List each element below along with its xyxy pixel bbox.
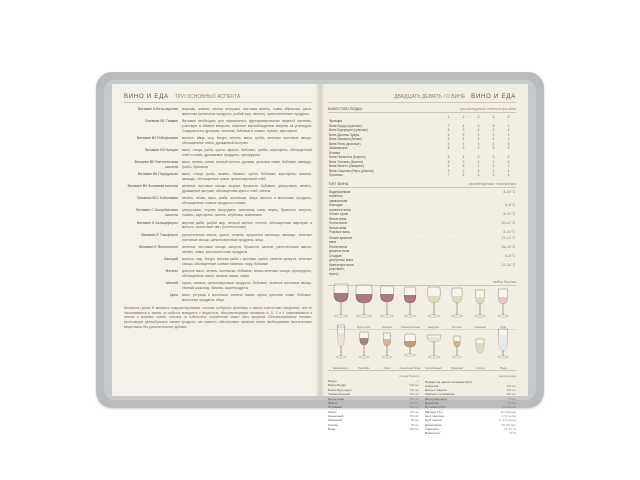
wine-glass-icon bbox=[446, 321, 468, 366]
list-item-label: Бордо bbox=[328, 379, 337, 384]
list-item-value: 350 мл bbox=[409, 396, 419, 401]
table-cell-value: 2 bbox=[507, 137, 510, 142]
table-row-label: Вина Пьемонта (Бароло) bbox=[329, 155, 366, 160]
glossary-definition: молоко, сыр, йогурт, мелкая рыба с костями, орехи, семена кунжута, зеленые овощи, обогащенные соевые напитки, тофу, бобовые bbox=[182, 256, 312, 266]
glossary-entry bbox=[124, 208, 312, 218]
wine-temperature-subtitle: рекомендуемая температура bbox=[468, 181, 516, 186]
table-cell-value: 4 bbox=[477, 141, 480, 146]
list-item-label: На 8 персон bbox=[425, 418, 442, 423]
table-cell-value: 3 bbox=[477, 123, 480, 128]
temperature-row-label: Розовые вина bbox=[329, 230, 350, 235]
table-subtitle: Италия bbox=[329, 150, 340, 155]
table-cell-value: 4 bbox=[447, 164, 450, 169]
right-page-header bbox=[328, 94, 516, 103]
leader-dots: .......................................................................................... bbox=[355, 253, 485, 258]
table-row bbox=[328, 212, 516, 221]
glass-label: Херес bbox=[383, 367, 391, 371]
glossary-entry bbox=[124, 245, 312, 255]
table-cell-value: 5 bbox=[492, 146, 495, 151]
glossary-entry bbox=[124, 136, 312, 146]
glossary-entry bbox=[124, 293, 312, 303]
table-row-label: Вина Сицилии (Неро д'Авола) bbox=[329, 168, 374, 173]
list-item-value: 80 мл bbox=[411, 418, 419, 423]
wine-glass-icon bbox=[492, 321, 514, 366]
table-cell-value: 6 bbox=[447, 159, 450, 164]
glass-item bbox=[422, 321, 445, 370]
list-item-label: Хранение bbox=[425, 427, 439, 432]
list-item-label: Универсальный bbox=[328, 392, 350, 397]
wine-temperature-table bbox=[328, 190, 516, 276]
wine-glass-icon bbox=[446, 280, 468, 325]
table-cell-value: 3 bbox=[507, 146, 510, 151]
wine-glass-icon bbox=[353, 280, 375, 325]
table-cell-value: 3 bbox=[447, 168, 450, 173]
list-item-label: Ликерный bbox=[328, 418, 342, 423]
glass-label: Стопка bbox=[475, 367, 485, 371]
table-cell-value: 4 bbox=[462, 173, 465, 178]
leader-dots: .......................................................................................... bbox=[355, 235, 485, 240]
wine-glass-icon bbox=[330, 280, 352, 325]
table-cell-value: 2 bbox=[462, 168, 465, 173]
table-cell-value: 3 bbox=[447, 141, 450, 146]
table-row-label: Вина Долины Луары bbox=[329, 132, 360, 137]
leader-dots: .......................................................................................... bbox=[355, 244, 485, 249]
glass-label: Розе bbox=[500, 326, 507, 330]
wine-temperature-title-row bbox=[328, 182, 516, 188]
table-cell-value: 3 bbox=[507, 159, 510, 164]
glass-item bbox=[492, 321, 515, 370]
temperature-row-value: 6–8 °C bbox=[505, 253, 515, 258]
wine-glass-icon bbox=[376, 321, 398, 366]
glossary-definition: растительные масла, орехи, семена, проростки пшеницы, авокадо, зеленые листовые овощи, цельнозерновые продукты, яйца bbox=[182, 232, 312, 242]
glossary-entry bbox=[124, 233, 312, 243]
list-item-label: Бутылка 0,75 л bbox=[425, 405, 446, 410]
temperature-row-value: 12–16 °C bbox=[501, 262, 515, 267]
list-item-value: 300 мл bbox=[409, 426, 419, 431]
table-cell-value: 2 bbox=[492, 141, 495, 146]
table-cell-value: 5 bbox=[462, 132, 465, 137]
glossary-term: Витамин K Филлохинон bbox=[139, 244, 178, 249]
glossary-definition: красное мясо, печень, моллюски, бобовые, темно-зеленые овощи, сухофрукты, обогащенные злаки, семена тыквы, какао bbox=[182, 268, 312, 278]
wine-region-block bbox=[328, 107, 516, 178]
table-cell-value: 3 bbox=[462, 146, 465, 151]
leader-dots: .......................................................................................... bbox=[355, 262, 485, 267]
glass-item bbox=[469, 321, 492, 370]
wine-serving-header: расход вина bbox=[498, 374, 516, 379]
table-cell-value: 7 bbox=[447, 123, 450, 128]
temperature-row-value: 16–18 °C bbox=[501, 244, 515, 249]
wine-glass-icon bbox=[353, 321, 375, 366]
glossary-term: Кальций bbox=[164, 256, 178, 261]
list-item bbox=[425, 431, 516, 435]
table-cell-value: 2 bbox=[462, 137, 465, 142]
left-page-note: Витамины группы B являются водорастворимыми, поэтому требуются организму в малых количествах ежедневно; они не накапливаются в тканях, их избыток выводится с жидкостью. Жирорастворимые витамины A, D, E и K накапливаются в печени и жировых тканях, поэтому их избыточное потребление может быть вредным. Сбалансированное питание, включающее разнообразные свежие продукты, как правило, обеспечивает организм всеми необходимыми питательными веществами без дополнительных добавок. bbox=[124, 305, 312, 329]
table-cell-value: 2 bbox=[477, 164, 480, 169]
wine-glass-icon bbox=[423, 321, 445, 366]
list-item-label: Дижестив bbox=[425, 401, 439, 406]
wine-temperature-block bbox=[328, 182, 516, 276]
glass-label: Ликерный bbox=[450, 367, 463, 371]
list-item bbox=[328, 427, 419, 431]
list-item-value: 450 мл bbox=[409, 392, 419, 397]
glass-item bbox=[376, 321, 399, 370]
wine-region-table bbox=[328, 115, 516, 178]
table-cell-value: 3 bbox=[492, 168, 495, 173]
glossary-term: Витамин D Кальциферол bbox=[136, 220, 178, 225]
glossary-definition: жирная рыба, рыбий жир, яичный желток, печень, обогащенные маргарин и молоко, солнечный свет (синтез в коже) bbox=[182, 220, 312, 230]
table-cell-value: 4 bbox=[447, 132, 450, 137]
table-row-label: Вина Венето (Амароне) bbox=[329, 164, 365, 169]
table-row bbox=[328, 236, 516, 245]
glossary-term: Витамин B2 Рибофлавин bbox=[136, 136, 178, 141]
wine-glass-icon bbox=[469, 280, 491, 325]
list-item-label: Влажность bbox=[425, 431, 441, 436]
table-cell-value: 4 bbox=[507, 128, 510, 133]
left-page-subtitle: ТРИ ОСНОВНЫХ АСПЕКТА bbox=[174, 94, 241, 100]
table-cell-value: 4 bbox=[492, 137, 495, 142]
list-item-value: 100 мл bbox=[506, 383, 516, 388]
table-cell-value: 3 bbox=[492, 132, 495, 137]
list-item-value: 10–14 °C bbox=[503, 427, 516, 432]
glossary-term: Витамин C Аскорбиновая кислота bbox=[136, 208, 178, 218]
table-cell-value: 2 bbox=[492, 128, 495, 133]
list-item-value: — bbox=[416, 379, 419, 384]
temperature-row-value: 12–14 °C bbox=[501, 235, 515, 240]
temperature-row-label: Крепленые вина (портвейн, херес) bbox=[329, 262, 354, 276]
list-item-value: 1 бутылка bbox=[502, 414, 516, 419]
glass-label: Коньячный бокал bbox=[399, 367, 422, 371]
list-item-value: 150 мл bbox=[409, 405, 419, 410]
table-column-header: 3 bbox=[477, 114, 480, 119]
temperature-row-label: Полнотелые красные вина bbox=[329, 244, 350, 254]
list-item-label: Флюте bbox=[328, 400, 338, 405]
glass-volume-rows bbox=[328, 379, 419, 431]
glossary-entry bbox=[124, 269, 312, 279]
list-item-label: Декантация bbox=[425, 422, 442, 427]
glossary-entry bbox=[124, 184, 312, 194]
wine-glass-icon bbox=[492, 280, 514, 325]
table-cell-value: 2 bbox=[507, 123, 510, 128]
glossary-term: Витамин B3 Ниацин bbox=[145, 148, 178, 153]
table-cell-value: 4 bbox=[477, 159, 480, 164]
list-item-label: Десертное вино bbox=[425, 396, 448, 401]
glassware-chart bbox=[328, 280, 516, 371]
glass-label: Рислинг bbox=[451, 326, 462, 330]
table-cell-value: 4 bbox=[507, 168, 510, 173]
list-item-value: 120 мл bbox=[409, 409, 419, 414]
glass-label: Шардоне bbox=[428, 326, 440, 330]
glossary-term: Витамин B5 Пантотеновая кислота bbox=[134, 160, 178, 170]
table-cell-value: 5 bbox=[477, 168, 480, 173]
glossary-term: Витамин A Бета-каротин bbox=[137, 107, 178, 111]
wine-serving-table bbox=[425, 374, 516, 436]
table-row bbox=[328, 221, 516, 230]
glossary-entry bbox=[124, 257, 312, 267]
wine-glass-icon bbox=[469, 321, 491, 366]
glossary-term: Цинк bbox=[169, 292, 178, 297]
glass-label: Универсальный bbox=[400, 326, 421, 330]
temperature-row-label: Выдержанные игристые, шампанские bbox=[329, 189, 351, 203]
glass-item bbox=[399, 321, 422, 370]
wine-glass-icon bbox=[330, 321, 352, 366]
wine-serving-subheader: Порция на одного человека (мл) bbox=[425, 379, 472, 384]
wine-glass-icon bbox=[399, 321, 421, 366]
list-item-value: 2–3 бутылки bbox=[498, 418, 516, 423]
right-page-title: ВИНО И ЕДА bbox=[471, 94, 516, 100]
temperature-row-value: 8–10 °C bbox=[503, 230, 515, 235]
glossary-definition: мясо, печень, почки, яичный желток, дрожжи, цельные злаки, бобовые, авокадо, грибы, брокколи bbox=[182, 160, 312, 170]
glass-label: Бургундия bbox=[357, 326, 371, 330]
table-cell-value: 4 bbox=[462, 141, 465, 146]
glossary-definition: зеленые листовые овощи, спаржа, брокколи, бобовые, цитрусовые, печень, дрожжевой экстракт, обогащенная мука и хлеб, свекла bbox=[182, 184, 312, 194]
glass-volume-header: объем бокала bbox=[399, 374, 419, 379]
table-cell-value: 3 bbox=[507, 132, 510, 137]
leader-dots: .......................................................................................... bbox=[355, 230, 485, 235]
table-column-header: 1 bbox=[447, 114, 450, 119]
table-cell-value: 2 bbox=[477, 132, 480, 137]
list-item-value: 125 мл bbox=[506, 387, 516, 392]
glossary-definition: цитрусовые, черная смородина, шиповник, киви, перец, брокколи, капуста, томаты, картофель, зелень, клубника, земляника bbox=[182, 208, 312, 218]
list-item-label: На 4 персоны bbox=[425, 414, 445, 419]
temperature-row-value: 8–10 °C bbox=[503, 212, 515, 217]
glossary-definition: молоко, яйца, сыр, йогурт, печень, мясо, грибы, зеленые листовые овощи, обогащенные злаки, дрожжевой экстракт bbox=[182, 136, 312, 145]
wine-temperature-title: ТИП ВИНА bbox=[328, 181, 349, 186]
leader-dots: .......................................................................................... bbox=[355, 221, 485, 226]
glass-volume-table bbox=[328, 374, 419, 436]
table-cell-value: 3 bbox=[462, 128, 465, 133]
glossary-definition: зеленые листовые овощи, капуста, брокколи, шпинат, растительные масла, печень, злаки, кисломолочные продукты bbox=[182, 244, 312, 254]
table-cell-value: 2 bbox=[492, 173, 495, 178]
table-cell-value: 5 bbox=[447, 128, 450, 133]
glossary-definition: Витамин необходим для нормального функционирования нервной системы, участвует в обмене веществ, помогает высвобождению энергии из углеводов. Содержится в дрожжах, свинине, бобовых и злаках, орехах, картофеле. bbox=[182, 119, 312, 133]
table-cell-value: 4 bbox=[492, 164, 495, 169]
glass-label: Коктейльный bbox=[425, 367, 442, 371]
glass-label: Шампанское bbox=[332, 367, 349, 371]
glossary-entry bbox=[124, 196, 312, 206]
table-cell-value: 3 bbox=[462, 159, 465, 164]
table-column-header: 4 bbox=[492, 114, 495, 119]
glossary-term: Витамин E Токоферол bbox=[141, 232, 178, 237]
table-column-header: 5 bbox=[507, 114, 510, 119]
temperature-row-label: Легкие красные вина bbox=[329, 235, 353, 245]
table-cell-value: 4 bbox=[507, 155, 510, 160]
table-cell-value: 2 bbox=[477, 173, 480, 178]
glossary-term: Магний bbox=[165, 280, 178, 285]
table-cell-value: 2 bbox=[507, 164, 510, 169]
table-cell-value: 5 bbox=[447, 155, 450, 160]
wine-region-title-row bbox=[328, 107, 516, 113]
table-cell-value: 2 bbox=[477, 146, 480, 151]
glossary-term: Витамин B9 Фолиевая кислота bbox=[127, 184, 178, 189]
glass-item bbox=[329, 321, 352, 370]
list-item-value: 50 мл bbox=[508, 401, 516, 406]
wine-serving-rows bbox=[425, 384, 516, 436]
glossary-entry bbox=[124, 160, 312, 170]
table-cell-value: 3 bbox=[492, 155, 495, 160]
glass-item bbox=[445, 321, 468, 370]
glass-item bbox=[352, 321, 375, 370]
glossary-entry bbox=[124, 281, 312, 291]
list-item-value: 6 бокалов bbox=[502, 405, 516, 410]
table-cell-value: 5 bbox=[477, 137, 480, 142]
glossary-entry bbox=[124, 119, 312, 134]
wine-glass-icon bbox=[423, 280, 445, 325]
leader-dots: .......................................................................................... bbox=[355, 212, 485, 217]
book-spread bbox=[112, 84, 528, 436]
list-item-value: 200 мл bbox=[409, 400, 419, 405]
table-cell-value: 3 bbox=[477, 155, 480, 160]
glossary-definition: печень, почки, мясо, рыба, моллюски, яйца, молоко и молочные продукты, обогащенные соевые продукты и злаки bbox=[182, 196, 312, 206]
list-item-label: Белое к закуске bbox=[425, 387, 448, 392]
table-row-label: Шампанское bbox=[329, 146, 348, 151]
table-row-label: Вина Бордо (красные) bbox=[329, 123, 362, 128]
list-item-value: 700 мл bbox=[409, 387, 419, 392]
list-item-label: Аперитив bbox=[425, 383, 439, 388]
list-item-value: 70 % bbox=[509, 431, 516, 436]
glossary-term: Витамин B1 Тиамин bbox=[145, 119, 178, 124]
glass-label: Каберне bbox=[381, 326, 393, 330]
table-cell-value: 5 bbox=[492, 123, 495, 128]
list-item-label: Херес bbox=[328, 409, 337, 414]
glossary-entry bbox=[124, 221, 312, 231]
glossary-term: Железо bbox=[165, 268, 178, 273]
list-item-label: Бокал Бордо bbox=[328, 383, 346, 388]
list-item-label: Бокал Бургундия bbox=[328, 387, 352, 392]
glossary-term: Витамин B6 Пиридоксин bbox=[137, 172, 178, 177]
glassware-caption: выбор бокалов bbox=[328, 280, 516, 286]
list-item-label: Стопка bbox=[328, 422, 338, 427]
temperature-row-value: 8–10 °C bbox=[503, 189, 515, 194]
leader-dots: .......................................................................................... bbox=[355, 189, 485, 194]
temperature-row-label: Молодые игристые вина bbox=[329, 203, 351, 212]
glossary-entry bbox=[124, 107, 312, 117]
table-cell-value: 2 bbox=[492, 159, 495, 164]
list-item-value: 30–60 мин bbox=[501, 422, 516, 427]
wine-glass-icon bbox=[376, 280, 398, 325]
right-page bbox=[320, 84, 528, 436]
table-row-label: Вина Тосканы (Кьянти) bbox=[329, 159, 363, 164]
table-row bbox=[328, 245, 516, 254]
glossary-entry bbox=[124, 172, 312, 182]
list-item-value: 150 мл bbox=[506, 392, 516, 397]
table-cell-value: 8 bbox=[447, 146, 450, 151]
table-cell-value: 5 bbox=[462, 164, 465, 169]
list-item-value: 500 мл bbox=[409, 413, 419, 418]
table-subtitle: Франция bbox=[329, 119, 343, 124]
list-item-label: Коньячный bbox=[328, 413, 344, 418]
list-item-label: Портвейн bbox=[328, 405, 342, 410]
bottom-tables bbox=[328, 374, 516, 436]
leader-dots: .......................................................................................... bbox=[355, 203, 485, 208]
glossary-entry-list bbox=[124, 107, 312, 303]
table-row-label: Вина Бургундии (красные) bbox=[329, 128, 368, 133]
table-cell-value: 5 bbox=[507, 141, 510, 146]
glass-label: Вода bbox=[500, 367, 507, 371]
table-row bbox=[328, 173, 516, 177]
table-row-label: Вина Роны (красные) bbox=[329, 141, 361, 146]
list-item-label: Белое вино bbox=[328, 396, 345, 401]
glossary-definition: морковь, шпинат, листья петрушки, листовая зелень, тыква, абрикосы, дыня, животная (молочные продукты, рыбий жир, печень), приготовленные продукты bbox=[182, 107, 312, 116]
table-row bbox=[328, 254, 516, 263]
left-page-header bbox=[124, 94, 312, 103]
temperature-row-value: 10–12 °C bbox=[501, 221, 515, 226]
left-page-title: ВИНО И ЕДА bbox=[124, 94, 169, 100]
table-cell-value: 4 bbox=[477, 128, 480, 133]
right-page-subtitle: ДВАДЦАТЬ ДЕВЯТЬ / О ВИНЕ bbox=[394, 94, 466, 100]
table-row bbox=[328, 263, 516, 276]
left-page bbox=[112, 84, 320, 396]
list-item-value: 12 бокалов bbox=[500, 409, 516, 414]
glass-label: Портвейн bbox=[357, 367, 370, 371]
wine-glass-icon bbox=[399, 280, 421, 325]
table-cell-value: 4 bbox=[462, 123, 465, 128]
glossary-definition: орехи, семена, цельнозерновые продукты, бобовые, зеленые листовые овощи, темный шоколад, бананы, морепродукты bbox=[182, 280, 312, 290]
glossary-term: Витамин B12 Кобаламин bbox=[137, 196, 178, 201]
list-item-label: Вода bbox=[328, 426, 336, 431]
table-cell-value: 5 bbox=[507, 173, 510, 178]
temperature-row-label: Полнотелые белые вина bbox=[329, 221, 348, 230]
table-row bbox=[328, 190, 516, 203]
list-item-value: 600 мл bbox=[409, 383, 419, 388]
glossary-definition: мясо, птица, рыба, орехи, арахис, бобовые, грибы, картофель, обогащенный хлеб и злаки, дрожжевые продукты, сухофрукты bbox=[182, 148, 312, 158]
glossary-definition: мясо, птица, рыба, печень, бананы, орехи, бобовые, картофель, шпинат, авокадо, обогащенные злаки, цельнозерновой хлеб bbox=[182, 172, 312, 182]
temperature-row-label: Сладкие десертные вина bbox=[329, 253, 353, 263]
table-cell-value: 6 bbox=[447, 137, 450, 142]
table-cell-value: 4 bbox=[462, 155, 465, 160]
wine-region-subtitle: рекомендуемая температура вина bbox=[460, 107, 516, 111]
glassware-row-2 bbox=[328, 330, 516, 371]
list-item-value: 50 мл bbox=[411, 422, 419, 427]
list-item-label: Магнум 1,5 л bbox=[425, 409, 444, 414]
glass-label: Совиньон bbox=[474, 326, 487, 330]
temperature-row-label: Легкие сухие белые вина bbox=[329, 212, 349, 221]
table-cell-value: 7 bbox=[447, 173, 450, 178]
glossary-entry bbox=[124, 148, 312, 158]
list-item-value: 75 мл bbox=[508, 396, 516, 401]
table-row-label: Вина Эльзаса (белые) bbox=[329, 137, 363, 142]
table-column-header: 2 bbox=[462, 114, 465, 119]
table-row bbox=[328, 203, 516, 212]
wine-region-title: КАЧЕСТВО ВОДЫ bbox=[328, 107, 363, 111]
temperature-row-value: 6–8 °C bbox=[505, 203, 515, 208]
glossary-definition: мясо, устрицы и моллюски, семена тыквы, орехи, цельные злаки, бобовые, молочные продукты, яйца bbox=[182, 292, 312, 302]
list-item-label: Красное к основному bbox=[425, 392, 455, 397]
table-row-label: Просекко bbox=[329, 173, 343, 178]
